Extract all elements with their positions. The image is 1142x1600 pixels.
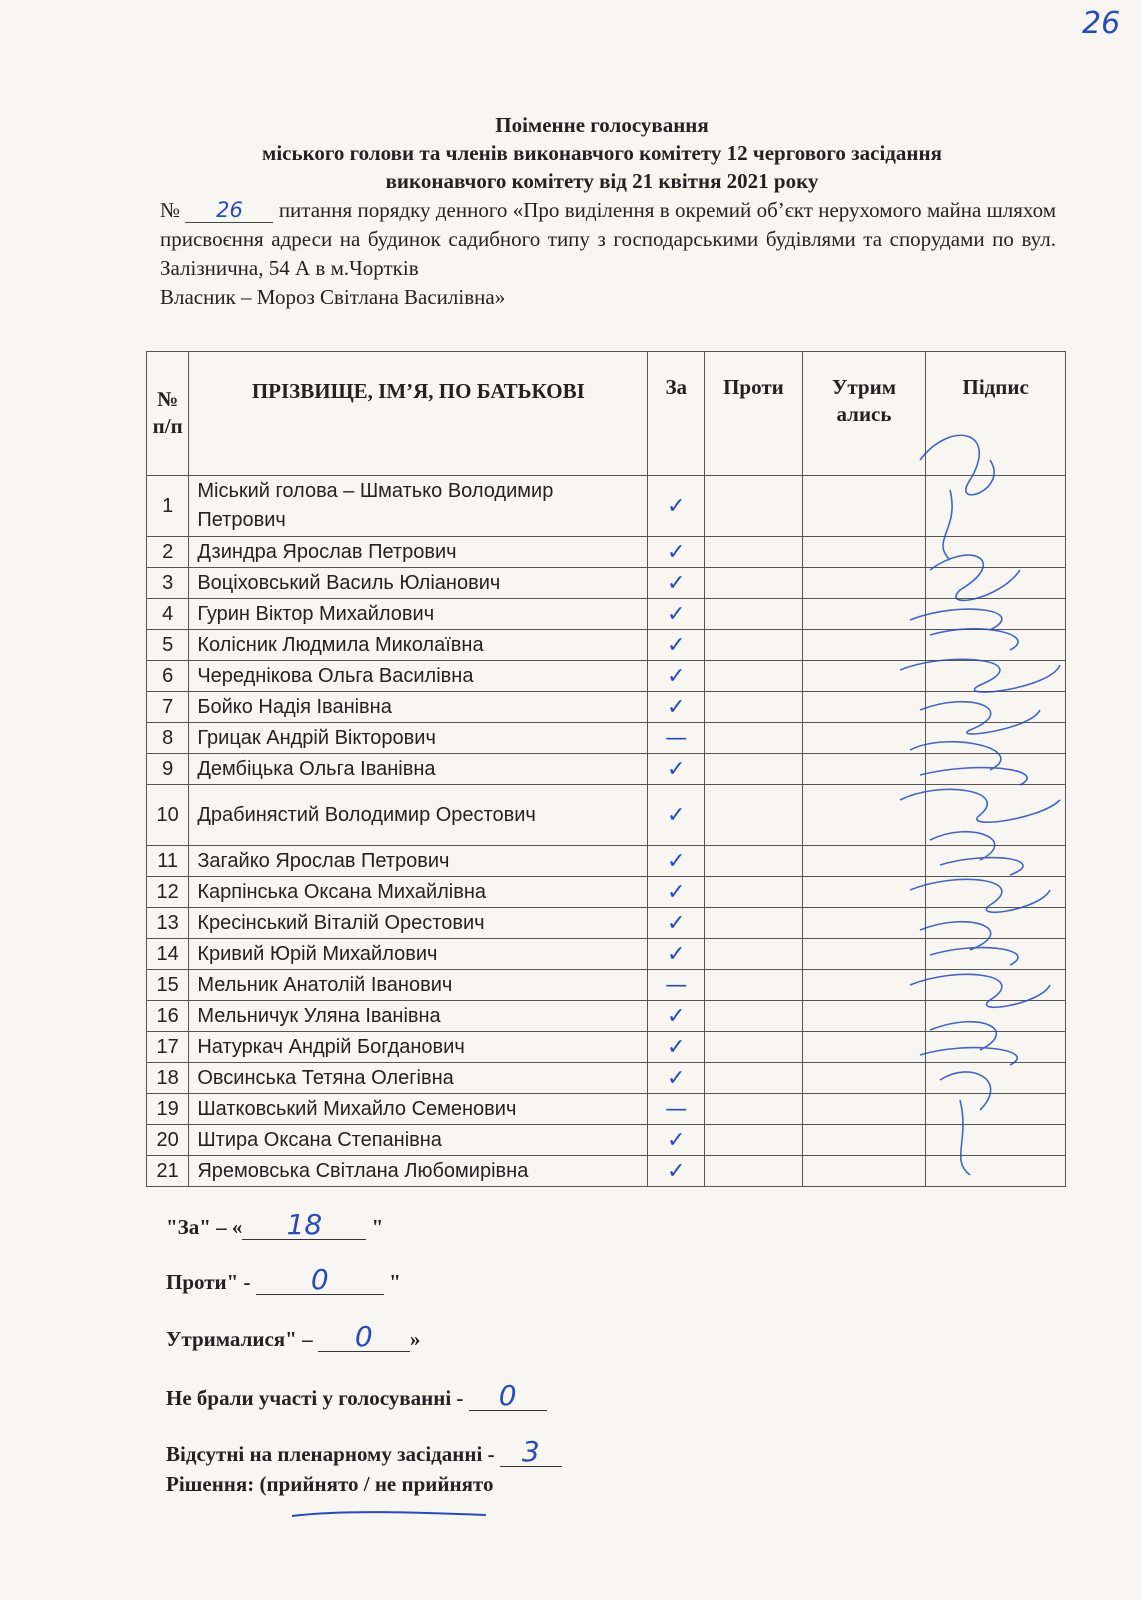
row-no-cell <box>705 785 802 846</box>
row-yes-mark: ✓ <box>648 908 705 939</box>
decision-handwritten-underline <box>290 1506 490 1522</box>
row-no-cell <box>705 568 802 599</box>
row-name: Дембіцька Ольга Іванівна <box>189 754 648 785</box>
row-number: 2 <box>147 537 189 568</box>
header-signature: Підпис <box>926 352 1066 476</box>
row-number: 6 <box>147 661 189 692</box>
row-yes-mark: ✓ <box>648 1063 705 1094</box>
summary-not-voting-value: 0 <box>469 1382 547 1411</box>
row-name: Драбинястий Володимир Орестович <box>189 785 648 846</box>
row-name: Яремовська Світлана Любомирівна <box>189 1156 648 1187</box>
row-no-cell <box>705 723 802 754</box>
summary-abstain-end: » <box>409 1327 421 1351</box>
row-yes-mark: ✓ <box>648 568 705 599</box>
summary-absent-label: Відсутні на пленарному засіданні - <box>166 1442 495 1466</box>
row-yes-mark: — <box>648 1094 705 1125</box>
row-no-cell <box>705 877 802 908</box>
row-name: Мельник Анатолій Іванович <box>189 970 648 1001</box>
row-no-cell <box>705 630 802 661</box>
issue-number-handwritten: 26 <box>185 198 273 223</box>
row-name: Воціховський Василь Юліанович <box>189 568 648 599</box>
document-subtitle: міського голови та членів виконавчого комітету 12 чергового засідання <box>262 141 942 165</box>
row-number: 21 <box>147 1156 189 1187</box>
row-number: 18 <box>147 1063 189 1094</box>
row-number: 10 <box>147 785 189 846</box>
row-number: 11 <box>147 846 189 877</box>
row-number: 16 <box>147 1001 189 1032</box>
row-yes-mark: ✓ <box>648 877 705 908</box>
row-yes-mark: ✓ <box>648 846 705 877</box>
row-yes-mark: — <box>648 723 705 754</box>
summary-yes-label: "За" – « <box>166 1215 243 1239</box>
row-number: 5 <box>147 630 189 661</box>
row-no-cell <box>705 599 802 630</box>
row-no-cell <box>705 661 802 692</box>
row-yes-mark: ✓ <box>648 692 705 723</box>
signatures-scribble <box>890 420 1090 1180</box>
summary-no-end: " <box>389 1270 401 1294</box>
row-name: Загайко Ярослав Петрович <box>189 846 648 877</box>
row-no-cell <box>705 476 802 537</box>
row-name: Натуркач Андрій Богданович <box>189 1032 648 1063</box>
header-name: ПРІЗВИЩЕ, ІМ’Я, ПО БАТЬКОВІ <box>189 352 648 476</box>
row-number: 3 <box>147 568 189 599</box>
row-no-cell <box>705 537 802 568</box>
row-name: Череднікова Ольга Василівна <box>189 661 648 692</box>
summary-no <box>166 1263 401 1296</box>
header-no: Проти <box>705 352 802 476</box>
issue-owner: Власник – Мороз Світлана Василівна» <box>160 285 506 309</box>
summary-no-value: 0 <box>256 1266 384 1295</box>
row-name: Мельничук Уляна Іванівна <box>189 1001 648 1032</box>
row-yes-mark: ✓ <box>648 1001 705 1032</box>
row-yes-mark: ✓ <box>648 537 705 568</box>
row-name: Кривий Юрій Михайлович <box>189 939 648 970</box>
row-name: Грицак Андрій Вікторович <box>189 723 648 754</box>
row-yes-mark: ✓ <box>648 630 705 661</box>
row-no-cell <box>705 939 802 970</box>
document-subtitle-date: виконавчого комітету від 21 квітня 2021 року <box>385 169 819 193</box>
row-number: 8 <box>147 723 189 754</box>
row-name: Шатковський Михайло Семенович <box>189 1094 648 1125</box>
summary-no-label: Проти" - <box>166 1270 251 1294</box>
row-no-cell <box>705 1094 802 1125</box>
row-yes-mark: ✓ <box>648 476 705 537</box>
page-number: 26 <box>1082 6 1121 41</box>
row-no-cell <box>705 846 802 877</box>
summary-not-voting-label: Не брали участі у голосуванні - <box>166 1386 464 1410</box>
row-no-cell <box>705 1063 802 1094</box>
row-number: 4 <box>147 599 189 630</box>
row-yes-mark: ✓ <box>648 785 705 846</box>
row-name: Колісник Людмила Миколаївна <box>189 630 648 661</box>
row-yes-mark: ✓ <box>648 1032 705 1063</box>
row-number: 17 <box>147 1032 189 1063</box>
row-no-cell <box>705 754 802 785</box>
row-name: Бойко Надія Іванівна <box>189 692 648 723</box>
row-name: Карпінська Оксана Михайлівна <box>189 877 648 908</box>
row-no-cell <box>705 1156 802 1187</box>
header-num: № п/п <box>147 352 189 476</box>
row-yes-mark: ✓ <box>648 599 705 630</box>
issue-text: питання порядку денного «Про виділення в окремий об’єкт нерухомого майна шляхом присвоєння адреси на будинок садибного типу з господарськими будівлями та спорудами по вул. Залізнична, 54 А в м.Чортків <box>160 198 1057 280</box>
row-name: Дзиндра Ярослав Петрович <box>189 537 648 568</box>
row-name: Гурин Віктор Михайлович <box>189 599 648 630</box>
summary-absent <box>166 1435 562 1468</box>
row-yes-mark: — <box>648 970 705 1001</box>
row-no-cell <box>705 1125 802 1156</box>
row-no-cell <box>705 1032 802 1063</box>
header-abstain: Утрим ались <box>802 352 926 476</box>
document-title: Поіменне голосування <box>495 113 709 137</box>
row-no-cell <box>705 692 802 723</box>
row-yes-mark: ✓ <box>648 939 705 970</box>
row-number: 14 <box>147 939 189 970</box>
summary-abstain <box>166 1320 421 1353</box>
row-yes-mark: ✓ <box>648 1125 705 1156</box>
row-number: 15 <box>147 970 189 1001</box>
row-number: 20 <box>147 1125 189 1156</box>
summary-yes <box>166 1208 384 1241</box>
row-number: 13 <box>147 908 189 939</box>
agenda-issue <box>160 196 1056 312</box>
header-yes: За <box>648 352 705 476</box>
summary-not-voting <box>166 1379 547 1412</box>
row-number: 12 <box>147 877 189 908</box>
row-name: Штира Оксана Степанівна <box>189 1125 648 1156</box>
row-name: Кресінський Віталій Орестович <box>189 908 648 939</box>
summary-absent-value: 3 <box>500 1438 562 1467</box>
summary-abstain-label: Утрималися" – <box>166 1327 313 1351</box>
summary-yes-end: " <box>371 1215 384 1239</box>
row-yes-mark: ✓ <box>648 754 705 785</box>
row-yes-mark: ✓ <box>648 1156 705 1187</box>
row-name: Овсинська Тетяна Олегівна <box>189 1063 648 1094</box>
row-name: Міський голова – Шматько Володимир Петрович <box>189 476 648 537</box>
row-no-cell <box>705 970 802 1001</box>
row-number: 9 <box>147 754 189 785</box>
row-no-cell <box>705 908 802 939</box>
summary-yes-value: 18 <box>242 1211 366 1240</box>
row-no-cell <box>705 1001 802 1032</box>
issue-number-prefix: № <box>160 198 181 222</box>
summary-abstain-value: 0 <box>318 1323 410 1352</box>
row-number: 1 <box>147 476 189 537</box>
row-yes-mark: ✓ <box>648 661 705 692</box>
row-number: 7 <box>147 692 189 723</box>
row-number: 19 <box>147 1094 189 1125</box>
summary-decision: Рішення: (прийнято / не прийнято <box>166 1472 494 1496</box>
